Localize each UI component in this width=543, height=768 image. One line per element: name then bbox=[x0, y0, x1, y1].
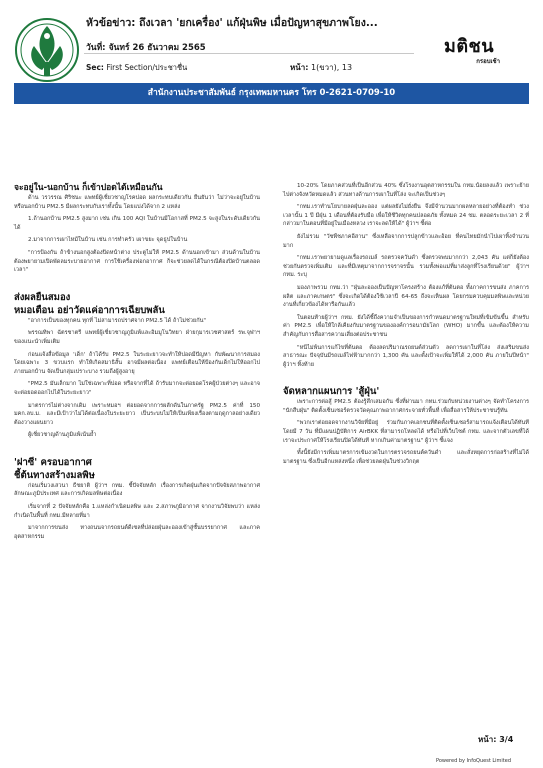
bma-seal-icon bbox=[14, 16, 80, 84]
date-value: จันทร์ 26 ธันวาคม 2565 bbox=[108, 43, 206, 53]
paragraph: พรรณทิพา ฉัตรชาตรี แพทย์ผู้เชี่ยวชาญภูมิแพ้และอิมมูโนวิทยา ฝ่ายกุมารเวชศาสตร์ รพ.จุฬาฯ ของแนะนำเพิ่มเติม bbox=[14, 330, 260, 345]
section-heading: ส่งผลยืนสมอง bbox=[14, 291, 71, 303]
page-number: หน้า: 3/4 bbox=[478, 735, 514, 744]
news-date bbox=[86, 40, 206, 54]
headline-label: หัวข้อข่าว: bbox=[86, 17, 136, 29]
article-column-left bbox=[14, 182, 260, 545]
brand-edition: กรอบเช้า bbox=[476, 58, 500, 65]
news-headline bbox=[86, 14, 386, 31]
paragraph: ก่อนแจ้งสื่อข้อมูล 'เด็ก' ถ้าได้รับ PM2.5 ในระยะยาวจะทำให้ปอดมีปัญหา กับพัฒนาการสมอง โดยเฉพาะ 3 ขวบแรก ทำให้เกิดสมาธิสั้น อาจมีผลต่อเนื่อง แพทย์เตือนให้ป้องกันเด็กไม่ให้ออกไปภายนอกบ้าน จัดเป็นกลุ่มเปราะบาง รวมถึงผู้สูงอายุ bbox=[14, 351, 260, 375]
paragraph: "การป้องกัน ถ้าข้างนอกสูงต้องปิดหน้าต่าง ประตูไม่ให้ PM2.5 ด้านนอกเข้ามา ส่วนด้านในบ้านต้องพยายามเปิดพัดลมระบายอากาศ การใช้เครื่องฟอกอากาศ ก็จะช่วยลดได้ในกรณีต้องปิดบ้านตลอดเวลา" bbox=[14, 249, 260, 274]
section-heading: จัดหลากแผนการ 'สู้ฝุ่น' bbox=[283, 386, 380, 398]
paragraph: เริ่มจากที่ 2 ปัจจัยหลักคือ 1.แหล่งกำเนิดมลพิษ และ 2.สภาพภูมิอากาศ จากงานวิจัยพบว่า แหล่งกำเนิดในพื้นที่ กทม.มีหลายที่มา bbox=[14, 504, 260, 519]
paragraph: ก่อนเริ่มวงเสวนา ธีชยาติ ผู้ว่าฯ กทม. ชี้ปัจจัยหลัก เรื่องการเกิดฝุ่นเกิดจากปัจจัยสภาพอากาศ ลักษณะภูมิประเทศ และการเกิดมลพิษต่อเนื่อง bbox=[14, 482, 260, 498]
brand-name: มติชน bbox=[443, 36, 495, 57]
powered-by-credit: Powered by InfoQuest Limited bbox=[436, 758, 512, 764]
section-label: Sec: bbox=[86, 63, 104, 72]
article-column-right bbox=[283, 182, 529, 470]
section-heading: จะอยู่ใน-นอกบ้าน ก็เข้าปอดได้เหมือนกัน bbox=[14, 183, 163, 193]
publication-brand bbox=[434, 38, 504, 66]
news-page bbox=[290, 61, 352, 74]
page-label: หน้า: bbox=[290, 63, 309, 72]
paragraph: "หนีไม่พ้นการแก้ไขที่ต้นตอ ต้องลดปริมาณรถยนต์ส่วนตัว ลดการเผาในที่โล่ง ส่งเสริมขนส่งสาธารณะ ปัจจุบันมีรถเมล์ไฟฟ้ามากกว่า 1,300 คัน และตั้งเป้าจะเพิ่มให้ได้ 2,000 คัน ภายในปีหน้า" ผู้ว่าฯ ทิ้งท้าย bbox=[283, 344, 529, 368]
news-section bbox=[86, 62, 187, 74]
paragraph: ด้าน วรวรรณ ศิริชนะ แพทย์ผู้เชี่ยวชาญโรคปอด ผลกระทบเดียวกัน ยืนยันว่า ไม่ว่าจะอยู่ในบ้าน หรือนอกบ้าน PM2.5 มีผลกระทบกับเราทั้งนั้น โดยแบ่งได้จาก 2 แหล่ง bbox=[14, 195, 260, 210]
headline-text: ถึงเวลา 'ยกเครื่อง' แก้ฝุ่นพิษ เมื่อปัญหาสุขภาพโยง... bbox=[139, 17, 378, 29]
paragraph: มองภาพรวม กทม.ว่า "ฝุ่นละอองเป็นปัญหาโครงสร้าง ต้องแก้ที่ต้นตอ ทั้งภาคการขนส่ง ภาคการผลิต และภาคเกษตร" ซึ่งจะเกิดได้ต้องใช้เวลาปี 64-65 ถึงจะเห็นผล โดยกรมควบคุมมลพิษและหน่วยงานที่เกี่ยวข้องได้หารือกันแล้ว bbox=[283, 284, 529, 309]
paragraph: "อาการเป็นของทุกคน ทุกที่ ไม่สามารถปราศจาก PM2.5 ได้ ถ้าไม่ช่วยกัน" bbox=[28, 317, 206, 324]
agency-banner: สำนักงานประชาสัมพันธ์ กรุงเทพมหานคร โทร 0-2621-0709-10 bbox=[14, 83, 529, 104]
paragraph: ทั้งนี้ยังมีการเพิ่มมาตรการเข้มงวดในการตรวจรถยนต์ควันดำ และสั่งหยุดการก่อสร้างที่ไม่ได้มาตรฐาน ซึ่งเป็นอีกแหล่งหนึ่ง เพื่อช่วยลดฝุ่นในช่วงวิกฤต bbox=[283, 450, 529, 465]
page-value: 1(ขวา), 13 bbox=[310, 63, 353, 72]
section-heading: 'ฝาซี' ครอบอากาศ bbox=[14, 456, 92, 468]
paragraph: "กทม.เราพยายามดูแลเรื่องรถเมล์ รถตรวจควันดำ ซึ่งตรวจพบมากกว่า 2,043 คัน แต่ก็ยังต้องช่วยกันตรวจเพิ่มเติม และที่มีเหตุมาจากการจราจรนั้น รวมทั้งพ่อแม่ที่มาส่งลูกที่โรงเรียนด้วย" ผู้ว่าฯ กทม. ระบุ bbox=[283, 255, 529, 279]
paragraph: เพราะการต่อสู้ PM2.5 ต้องรู้สึกเสมอกัน ซึ่งที่ผ่านมา กทม.ร่วมกับหน่วยงานต่างๆ จัดทำโครงการ "นักสืบฝุ่น" ติดตั้งเซ็นเซอร์ตรวจวัดคุณภาพอากาศกระจายทั่วพื้นที่ เพื่อสื่อสารให้ประชาชนรู้ทัน bbox=[283, 399, 529, 414]
paragraph: 10-20% โดยภาคส่วนที่เป็นอีกส่วน 40% ซึ่งโรงงานอุตสาหกรรมใน กทม.น้อยลงแล้ว เพราะย้ายไปต่างจังหวัดหมดแล้ว ส่วนทางด้านการเผาในที่โล่ง จะเกิดเป็นช่วงๆ bbox=[283, 183, 529, 198]
section-heading: หมอเตือน อย่าวัดแค่อาการเฉียบพลัน bbox=[14, 304, 165, 316]
paragraph: ในตอนท้ายผู้ว่าฯ กทม. ยังได้ชี้ถึงความจำเป็นของการกำหนดมาตรฐานใหม่ที่เข้มข้นขึ้น สำหรับค่า PM2.5 เพื่อให้ใกล้เคียงกับมาตรฐานขององค์การอนามัยโลก (WHO) มากขึ้น และต้องให้ความสำคัญกับการสื่อสารความเสี่ยงต่อประชาชน bbox=[283, 314, 529, 338]
section-heading: ชี้ต้นทางสร้างมลพิษ bbox=[14, 469, 95, 481]
paragraph: ผู้เชี่ยวชาญด้านภูมิแพ้เน้นย้ำ bbox=[28, 432, 97, 439]
date-label: วันที่: bbox=[86, 43, 106, 53]
paragraph: มาตรการไม่ต่างจากเดิม เพราะหมอฯ ต่อยอดจากการผลักดันในภาครัฐ PM2.5 ค่าที่ 150 มคก.ลบ.ม. และมีเป้าว่าไม่ได้ต่อเนื่องในระยะยาว เป็นระบบไม่ให้เป็นเพียงเรื่องตามฤดูกาลอย่างเดียว ต้องวางแผนยาว bbox=[14, 402, 260, 426]
paragraph: "PM2.5 มันเล็กมาก ไม่ใช่เฉพาะที่ปอด หรือจากที่ได้ ถ้ารับมากจะต่อยอดโรคผู้ป่วยต่างๆ และอาจจะต่อยอดออกไปได้ในระยะยาว" bbox=[14, 381, 260, 396]
section-value: First Section/ประชาชื่น bbox=[106, 63, 188, 72]
paragraph: "กทม.เราทำนโยบายลดฝุ่นละออง แต่ผลยังไม่ยั่งยืน จึงมีจำนวนมากผลหลายอย่างที่ต้องทำ ช่วงเวลานั้น 1 ปี มีฝุ่น 1 เดือนที่ต้องรับมือ เพื่อให้ชีวิตทุกคนปลอดภัย ทั้งหมด 24 ชม. ตลอดระยะเวลา 2 ที่กล่าวมาในตอนที่มีอยู่ในเมืองหลวง เราจะลดให้ได้" ผู้ว่าฯ ชี้ต่อ bbox=[283, 204, 529, 228]
paragraph: "พวกเราต่อยอดจากงานวิจัยที่มีอยู่ ร่วมกับภาคเอกชนที่ติดตั้งเซ็นเซอร์สามารถแจ้งเตือนได้ทันที โดยมี 7 วัน ที่มีแผนปฏิบัติการ AirBKK ที่สามารถโหลดได้ หรือไปที่เว็บไซต์ กทม. และจากตัวเลขที่ได้ เราจะประกาศให้โรงเรียนปิดได้ทันที หากเกินค่ามาตรฐาน" ผู้ว่าฯ ชี้แจง bbox=[283, 420, 529, 444]
paragraph: ยังไม่รวม "วัชพืชภาคอีสาน" ซึ่งเหลือจากการปลูกข้าวและอ้อย ที่คนไทยมักนำไปเผาทิ้งจำนวนมาก bbox=[283, 233, 529, 249]
paragraph: มาจากการขนส่ง ทางถนนจากรถยนต์ดีเซลที่ปล่อยฝุ่นละอองเข้าสู่ชั้นบรรยากาศ และภาคอุตสาหกรรม bbox=[14, 525, 260, 540]
paragraph: 1.ถ้านอกบ้าน PM2.5 สูงมาก เช่น เกิน 100 AQI ในบ้านมีโอกาสที่ PM2.5 จะสูงในระดับเดียวกันได้ bbox=[14, 216, 260, 231]
paragraph: 2.มาจากการเผาไหม้ในบ้าน เช่น การทำครัว เผาขยะ จุดธูปในบ้าน bbox=[28, 237, 188, 244]
